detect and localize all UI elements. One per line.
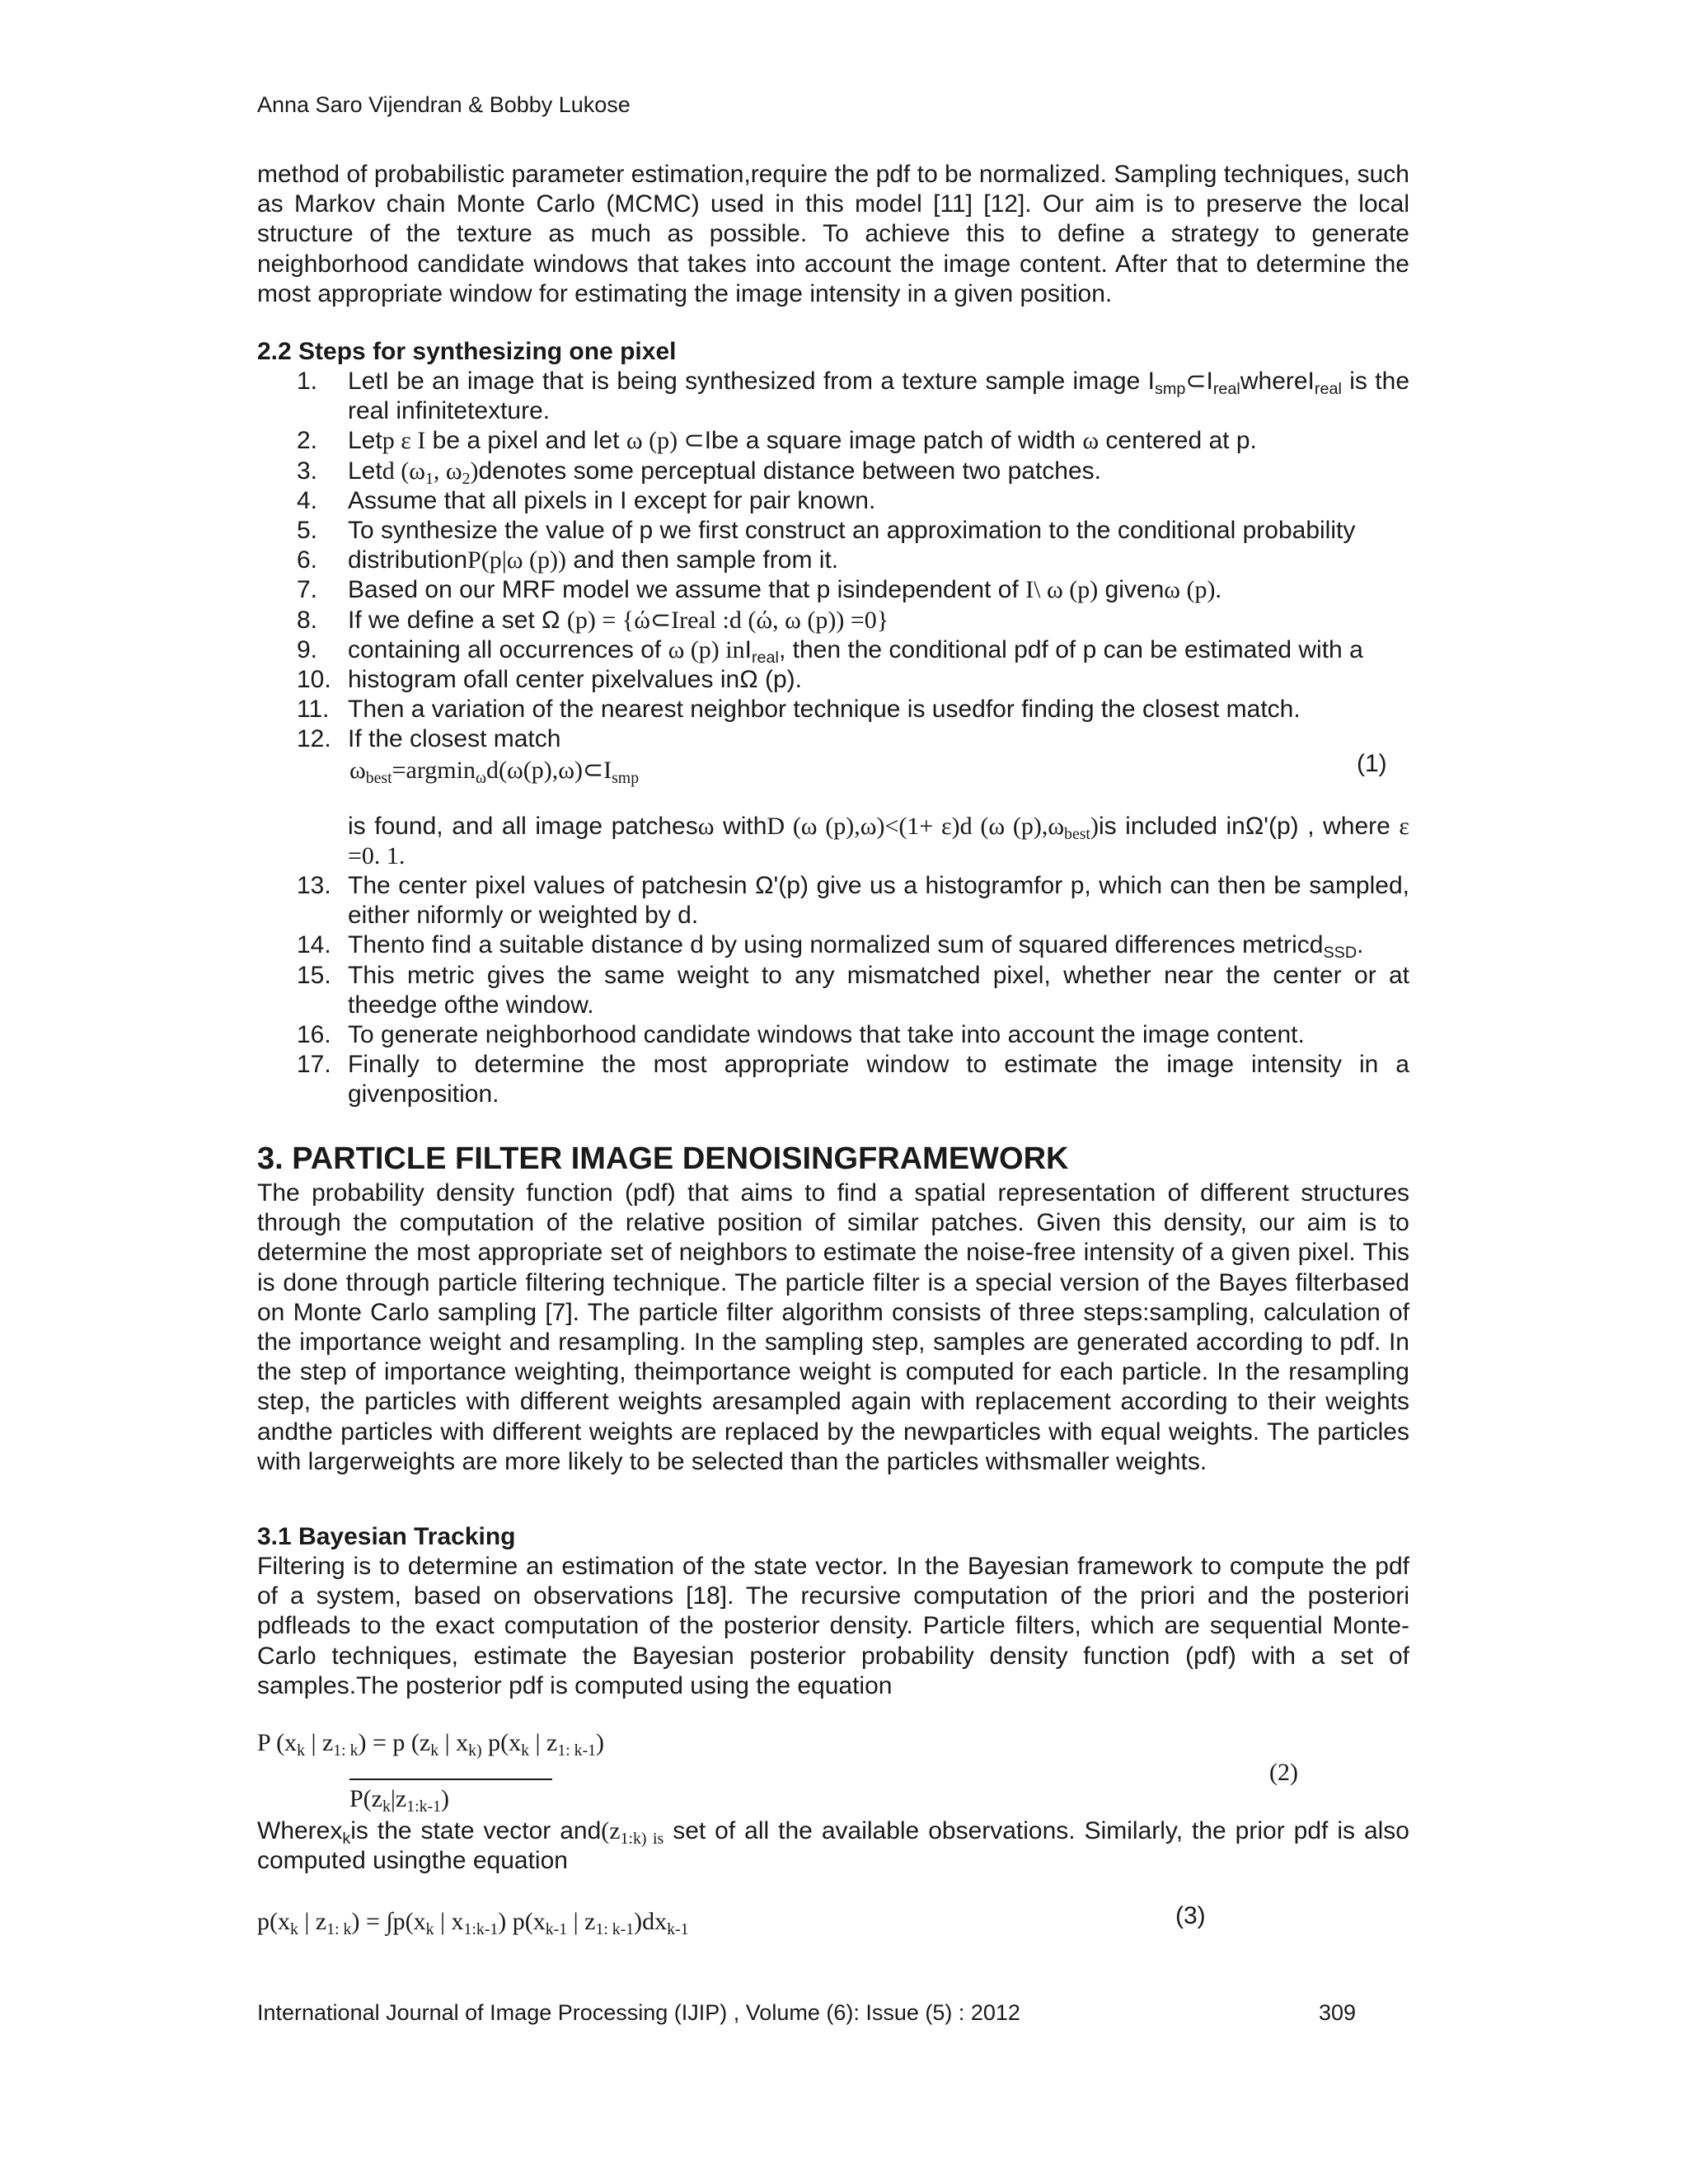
list-item-number: 15.: [297, 961, 331, 989]
list-item-number: 14.: [297, 931, 331, 959]
equation-2-number: (2): [1269, 1759, 1298, 1786]
list-item-text: To generate neighborhood candidate windows that take into account the image content.: [348, 1021, 1305, 1049]
equation-3-number: (3): [1175, 1902, 1206, 1929]
list-item: [257, 606, 1409, 635]
equation-1: $\omega_{best}=argmin_\omega d(\omega(p),\omega)\subset I_{smp}$: [349, 757, 640, 787]
list-item-number: 10.: [297, 666, 331, 694]
steps-list-b: [257, 871, 1409, 1110]
list-item-text: histogram ofall center pixelvalues inΩ (p).: [348, 666, 803, 694]
footer-page-number: 309: [1319, 2000, 1357, 2025]
list-item-text: If we define a set Ω (p) = {ώ⊂Ireal :d (ώ, ω (p)) =0}: [348, 606, 889, 634]
equation-3: $p(x_k$ | $z_{1: k}) = \int p(x_k$ | $x_{1:k-1}$) $p(x_{k-1}$ | $z_{1: k-1})dx_{k-1}$: [257, 1908, 689, 1938]
list-item: [257, 871, 1409, 930]
section-3-title: 3. PARTICLE FILTER IMAGE DENOISINGFRAMEWORK: [257, 1141, 1069, 1176]
list-item: [257, 367, 1409, 426]
list-item-number: 1.: [297, 368, 318, 395]
list-item-number: 2.: [297, 427, 318, 455]
where-paragraph: Wherex$_k$is the state vector $and(z_{1:k) is}$ set of all the available observations. Similarly, the prior pdf is also computed usingthe equation: [257, 1817, 1409, 1875]
section-3-1-title: 3.1 Bayesian Tracking: [257, 1523, 516, 1550]
list-item-text: This metric gives the same weight to any mismatched pixel, whether near the center or at theedge ofthe window.: [348, 961, 1409, 1019]
list-item-text: Letd ($\omega_1$, $\omega_2)denotes$ some perceptual distance between two patches.: [348, 457, 1101, 488]
list-item-text: Based on our MRF model we assume that p isindependent of I\ ω (p) givenω (p).: [348, 576, 1221, 604]
list-item: [257, 695, 1409, 724]
list-item-text: To synthesize the value of p we first construct an approximation to the conditional probability: [348, 517, 1356, 545]
list-item: [257, 724, 1409, 754]
list-item-number: 11.: [297, 696, 330, 724]
list-item: [257, 516, 1409, 546]
equation-1-number: (1): [1357, 750, 1387, 777]
list-item-text: The center pixel values of patchesin Ω'(p) give us a histogramfor p, which can then be sampled, either niformly or weighted by d.: [348, 872, 1409, 930]
equation-2-fraction-bar: [349, 1779, 552, 1780]
list-item-continuation: is found, and all image patchesω withD (ω (p),ω)<(1+ ε)d (ω $(p),\omega_{best})is$ included inΩ'(p) , where ε =0. 1.: [348, 813, 1409, 870]
list-item-number: 5.: [297, 517, 318, 545]
list-item: [257, 961, 1409, 1020]
list-item: [257, 635, 1409, 665]
section-3-paragraph: The probability density function (pdf) that aims to find a spatial representation of different structures through the computation of the relative position of similar patches. Given this density, our aim is to determine the most appropriate set of neighbors to estimate the noise-free intensity of a given pixel. This is done through particle filtering technique. The particle filter is a special version of the Bayes filterbased on Monte Carlo sampling [7]. The particle filter algorithm consists of three steps:sampling, calculation of the importance weight and resampling. In the sampling step, samples are generated according to pdf. In the step of importance weighting, theimportance weight is computed for each particle. In the resampling step, the particles with different weights aresampled again with replacement according to their weights andthe particles with different weights are replaced by the newparticles with equal weights. The particles with largerweights are more likely to be selected than the particles withsmaller weights.: [257, 1179, 1409, 1475]
item-12-continuation: [257, 812, 1409, 871]
list-item-number: 7.: [297, 576, 318, 604]
list-item-number: 3.: [297, 457, 318, 485]
section-2-2-title: 2.2 Steps for synthesizing one pixel: [257, 338, 677, 365]
list-item-text: distributionP(p|ω (p)) and then sample from it.: [348, 546, 839, 574]
list-item: [257, 1050, 1409, 1109]
list-item-text: containing all occurrences of ω (p) inI$_{real}$, then the conditional pdf of p can be estimated with a: [348, 635, 1363, 667]
list-item-text: Thento find a suitable distance d by using normalized sum of squared differences metricd$_{SSD}$.: [348, 931, 1364, 963]
list-item: [257, 575, 1409, 605]
list-item-number: 4.: [297, 486, 318, 514]
list-item: [257, 930, 1409, 963]
list-item-number: 8.: [297, 606, 318, 634]
list-item-text: If the closest match: [348, 725, 561, 753]
running-head: Anna Saro Vijendran & Bobby Lukose: [257, 92, 631, 117]
list-item: [257, 1020, 1409, 1050]
list-item: [257, 426, 1409, 456]
list-item-text: Then a variation of the nearest neighbor technique is usedfor finding the closest match.: [348, 696, 1301, 724]
intro-paragraph: method of probabilistic parameter estimation,require the pdf to be normalized. Sampling techniques, such as Markov chain Monte Carlo (MCMC) used in this model [11] [12]. Our aim is to preserve the local structure of the texture as much as possible. To achieve this to define a strategy to generate neighborhood candidate windows that takes into account the image content. After that to determine the most appropriate window for estimating the image intensity in a given position.: [257, 161, 1409, 307]
equation-2-numerator: P ($x_k$ | $z_{1: k}) = p$ ($z_k$ | $x_{k)}$ $p(x_k$ | $z_{1: k-1}$): [257, 1729, 605, 1760]
list-item-number: 17.: [297, 1051, 331, 1079]
list-item-text: Finally to determine the most appropriate window to estimate the image intensity in a givenposition.: [348, 1051, 1409, 1108]
list-item-number: 13.: [297, 872, 331, 899]
section-3-1-paragraph: Filtering is to determine an estimation of the state vector. In the Bayesian framework to compute the pdf of a system, based on observations [18]. The recursive computation of the priori and the posteriori pdfleads to the exact computation of the posterior density. Particle filters, which are sequential Monte-Carlo techniques, estimate the Bayesian posterior probability density function (pdf) with a set of samples.The posterior pdf is computed using the equation: [257, 1553, 1409, 1699]
list-item: [257, 486, 1409, 516]
list-item-number: 6.: [297, 546, 318, 574]
list-item: [257, 546, 1409, 575]
list-item: [257, 457, 1409, 486]
list-item-number: 9.: [297, 635, 318, 663]
list-item-number: 16.: [297, 1021, 331, 1049]
equation-2-denominator: $P(z_k|z_{1:k-1})$: [349, 1785, 449, 1816]
list-item: [257, 665, 1409, 695]
list-item-text: LetI be an image that is being synthesized from a texture sample image $I_{smp}\subset I_{real}whereI_{real}$ is the real infinitetexture.: [348, 368, 1409, 425]
list-item-text: Letp ε I be a pixel and let ω (p) ⊂Ibe a square image patch of width ω centered at p.: [348, 427, 1257, 455]
footer-journal: International Journal of Image Processing (IJIP) , Volume (6): Issue (5) : 2012: [257, 2000, 1020, 2025]
steps-list-a: [257, 367, 1409, 755]
list-item-text: Assume that all pixels in I except for pair known.: [348, 486, 876, 514]
list-item-number: 12.: [297, 725, 331, 753]
